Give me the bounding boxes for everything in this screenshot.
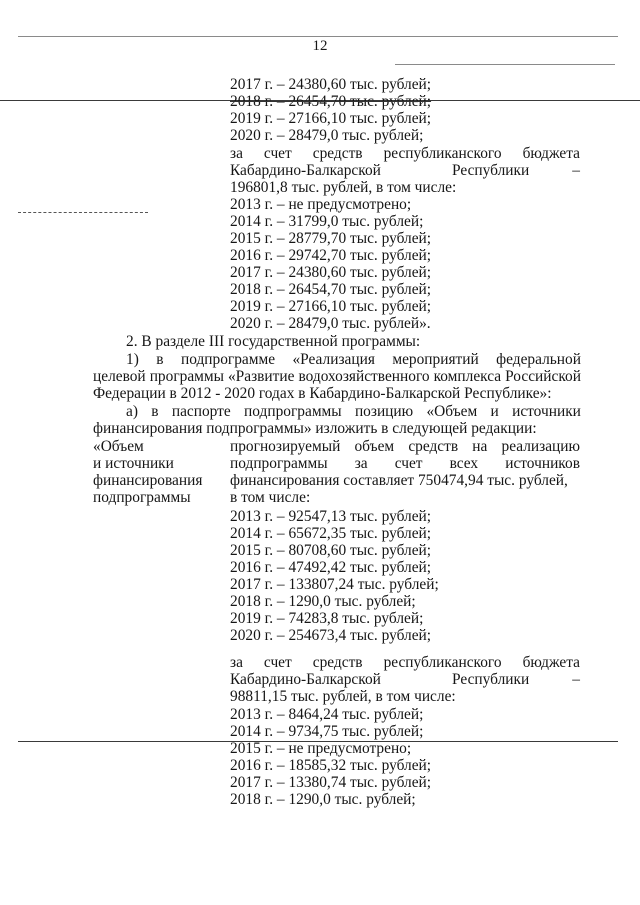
year-line: 2013 г. – не предусмотрено; — [230, 196, 412, 213]
year-line: 2018 г. – 26454,70 тыс. рублей; — [230, 281, 432, 298]
table-text-line: прогнозируемый объем средств на реализацию — [230, 438, 580, 455]
paragraph-line: а) в паспорте подпрограммы позицию «Объем и источники — [126, 403, 581, 420]
kbr-funding-line: Кабардино-Балкарской Республики – — [230, 162, 580, 179]
section-heading: 2. В разделе III государственной программы: — [126, 333, 421, 350]
year-line: 2018 г. – 26454,70 тыс. рублей; — [230, 93, 432, 110]
scan-line — [18, 36, 618, 37]
year-line: 2018 г. – 1290,0 тыс. рублей; — [230, 791, 416, 808]
year-line: 2014 г. – 65672,35 тыс. рублей; — [230, 525, 432, 542]
year-line: 2015 г. – 80708,60 тыс. рублей; — [230, 542, 432, 559]
year-line: 2017 г. – 24380,60 тыс. рублей; — [230, 264, 432, 281]
year-line: 2014 г. – 9734,75 тыс. рублей; — [230, 723, 424, 740]
kbr-total: 98811,15 тыс. рублей, в том числе: — [230, 688, 456, 705]
year-line: 2017 г. – 133807,24 тыс. рублей; — [230, 576, 439, 593]
table-text-line: в том числе: — [230, 489, 311, 506]
year-line: 2019 г. – 74283,8 тыс. рублей; — [230, 610, 424, 627]
paragraph-line: финансирования подпрограммы» изложить в следующей редакции: — [93, 420, 537, 437]
year-line: 2013 г. – 92547,13 тыс. рублей; — [230, 508, 432, 525]
kbr-total: 196801,8 тыс. рублей, в том числе: — [230, 179, 457, 196]
year-line: 2017 г. – 13380,74 тыс. рублей; — [230, 774, 432, 791]
table-text-line: финансирования составляет 750474,94 тыс. рублей, — [230, 472, 568, 489]
table-left-label: и источники — [93, 455, 174, 472]
year-line: 2016 г. – 29742,70 тыс. рублей; — [230, 247, 432, 264]
year-line: 2016 г. – 18585,32 тыс. рублей; — [230, 757, 432, 774]
kbr-funding-line: за счет средств республиканского бюджета — [230, 145, 580, 162]
paragraph-line: целевой программы «Развитие водохозяйственного комплекса Российской — [93, 368, 581, 385]
year-line: 2018 г. – 1290,0 тыс. рублей; — [230, 593, 416, 610]
table-text-line: подпрограммы за счет всех источников — [230, 455, 580, 472]
table-left-label: финансирования — [93, 472, 203, 489]
year-line: 2019 г. – 27166,10 тыс. рублей; — [230, 298, 432, 315]
table-left-label: «Объем — [93, 438, 144, 455]
year-line: 2015 г. – 28779,70 тыс. рублей; — [230, 230, 432, 247]
year-line: 2015 г. – не предусмотрено; — [230, 740, 412, 757]
year-line: 2014 г. – 31799,0 тыс. рублей; — [230, 213, 424, 230]
kbr-funding-line: Кабардино-Балкарской Республики – — [230, 671, 580, 688]
year-line: 2020 г. – 28479,0 тыс. рублей». — [230, 315, 431, 332]
year-line: 2020 г. – 254673,4 тыс. рублей; — [230, 627, 432, 644]
year-line: 2019 г. – 27166,10 тыс. рублей; — [230, 110, 432, 127]
year-line: 2016 г. – 47492,42 тыс. рублей; — [230, 559, 432, 576]
year-line: 2013 г. – 8464,24 тыс. рублей; — [230, 706, 424, 723]
scan-line — [18, 212, 148, 213]
year-line: 2017 г. – 24380,60 тыс. рублей; — [230, 76, 432, 93]
kbr-funding-line: за счет средств республиканского бюджета — [230, 654, 580, 671]
year-line: 2020 г. – 28479,0 тыс. рублей; — [230, 127, 424, 144]
paragraph-line: Федерации в 2012 - 2020 годах в Кабардино-Балкарской Республике»: — [93, 385, 552, 402]
page-number: 12 — [312, 38, 328, 54]
table-left-label: подпрограммы — [93, 489, 191, 506]
scan-line — [395, 64, 615, 65]
paragraph-line: 1) в подпрограмме «Реализация мероприятий федеральной — [126, 351, 581, 368]
